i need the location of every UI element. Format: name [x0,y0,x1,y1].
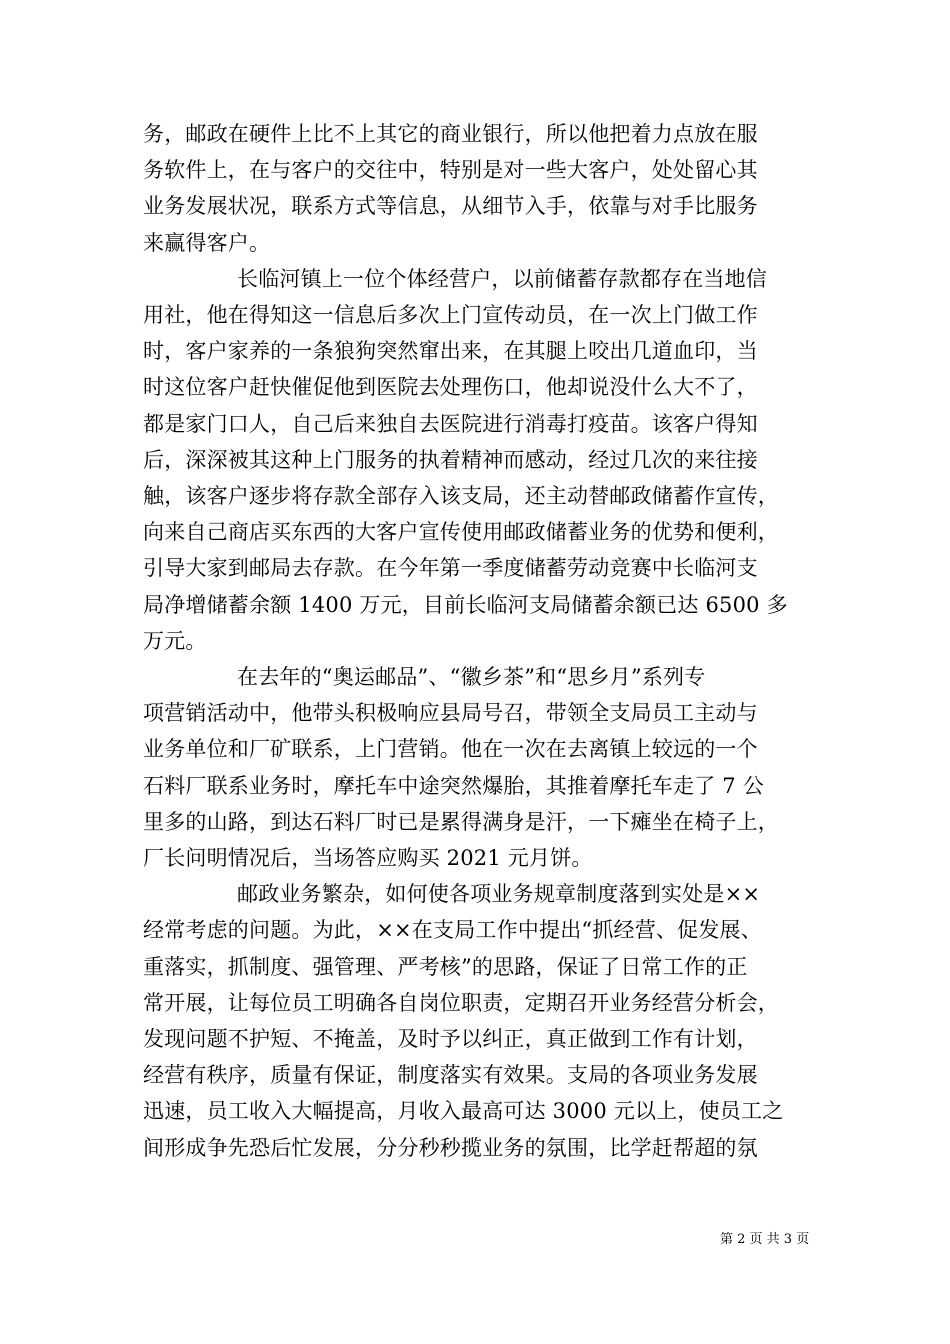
text-line: 触，该客户逐步将存款全部存入该支局，还主动替邮政储蓄作宣传， [143,484,779,509]
text-line: 时，客户家养的一条狼狗突然窜出来，在其腿上咬出几道血印，当 [143,339,758,364]
text-line: 业务单位和厂矿联系，上门营销。他在一次在去离镇上较远的一个 [143,737,758,762]
text-line: 厂长问明情况后，当场答应购买 2021 元月饼。 [143,846,593,871]
text-line: 间形成争先恐后忙发展，分分秒秒揽业务的氛围，比学赶帮超的氛 [143,1135,758,1160]
paragraph-4 [143,876,803,1166]
text-line: 业务发展状况，联系方式等信息，从细节入手，依靠与对手比服务 [143,194,758,219]
text-line: 在去年的“奥运邮品”、“徽乡茶”和“思乡月”系列专 [237,665,706,690]
text-line: 局净增储蓄余额 1400 万元，目前长临河支局储蓄余额已达 6500 多 [143,592,788,617]
text-line: 经常考虑的问题。为此，××在支局工作中提出“抓经营、促发展、 [143,918,762,943]
text-line: 引导大家到邮局去存款。在今年第一季度储蓄劳动竞赛中长临河支 [143,556,758,581]
text-line: 里多的山路，到达石料厂时已是累得满身是汗，一下瘫坐在椅子上， [143,809,779,834]
text-line: 长临河镇上一位个体经营户，以前储蓄存款都存在当地信 [237,266,767,291]
text-line: 用社，他在得知这一信息后多次上门宣传动员，在一次上门做工作 [143,303,758,328]
text-line: 务，邮政在硬件上比不上其它的商业银行，所以他把着力点放在服 [143,122,758,146]
text-line: 邮政业务繁杂，如何使各项业务规章制度落到实处是×× [237,882,761,907]
paragraph-2 [143,261,803,659]
text-line: 来赢得客户。 [143,230,271,255]
text-line: 石料厂联系业务时，摩托车中途突然爆胎，其推着摩托车走了 7 公 [143,773,764,798]
text-line: 经营有秩序，质量有保证，制度落实有效果。支局的各项业务发展 [143,1063,758,1088]
text-line: 重落实，抓制度、强管理、严考核”的思路，保证了日常工作的正 [143,954,748,979]
text-line: 时这位客户赶快催促他到医院去处理伤口，他却说没什么大不了， [143,375,758,400]
text-line: 项营销活动中，他带头积极响应县局号召，带领全支局员工主动与 [143,701,758,726]
text-line: 迅速，员工收入大幅提高，月收入最高可达 3000 元以上，使员工之 [143,1099,784,1124]
page-number-footer: 第 2 页 共 3 页 [720,1232,810,1247]
text-line: 常开展，让每位员工明确各自岗位职责，定期召开业务经营分析会， [143,990,779,1015]
text-line: 都是家门口人，自己后来独自去医院进行消毒打疫苗。该客户得知 [143,411,758,436]
text-line: 向来自己商店买东西的大客户宣传使用邮政储蓄业务的优势和便利， [143,520,779,545]
text-line: 发现问题不护短、不掩盖，及时予以纠正，真正做到工作有计划， [143,1027,758,1052]
text-line: 万元。 [143,628,207,653]
document-body [143,116,803,1166]
text-line: 后，深深被其这种上门服务的执着精神而感动，经过几次的来往接 [143,447,758,472]
text-line: 务软件上，在与客户的交往中，特别是对一些大客户，处处留心其 [143,158,758,183]
paragraph-3 [143,659,803,876]
paragraph-1 [143,116,803,261]
